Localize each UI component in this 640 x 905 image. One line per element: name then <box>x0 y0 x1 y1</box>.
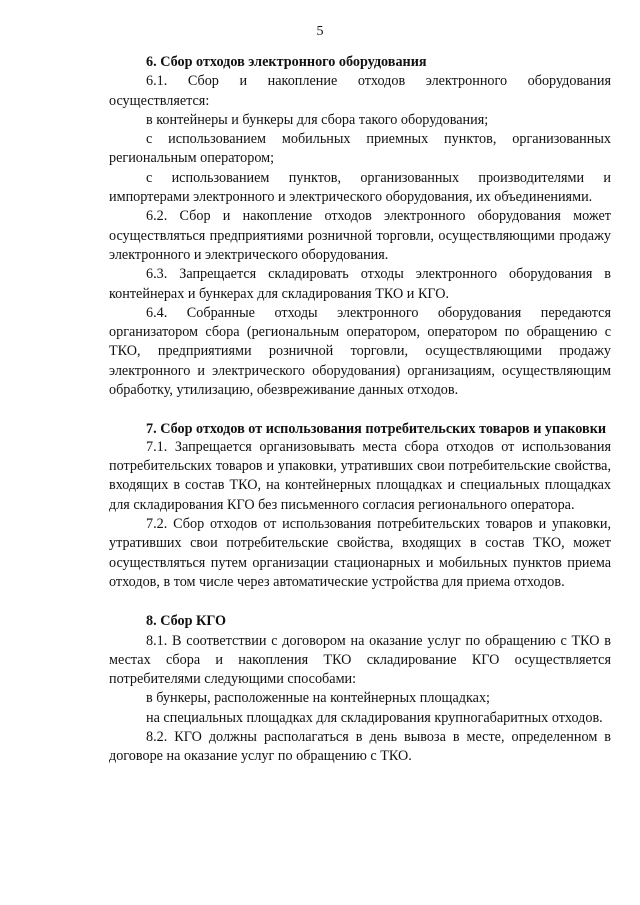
paragraph: 6.2. Сбор и накопление отходов электронного оборудования может осуществляться предприятиями розничной торговли, осуществляющими продажу электронного и электрического оборудования. <box>109 208 611 263</box>
section-spacer <box>109 400 611 422</box>
paragraph: 6.4. Собранные отходы электронного оборудования передаются организатором сбора (региональным оператором, оператором по обращению с ТКО, предприятиями розничной торговли, осуществляющими продажу электронного и электрического оборудования) организациям, осуществляющим обработку, утилизацию, обезвреживание данных отходов. <box>109 304 611 399</box>
paragraph: 8.1. В соответствии с договором на оказание услуг по обращению с ТКО в местах сбора и накопления ТКО складирование КГО осуществляется потребителями следующими способами: <box>109 632 611 688</box>
paragraph: с использованием пунктов, организованных производителями и импортерами электронного и электрического оборудования, их объединениями. <box>109 169 611 206</box>
section-heading: 7. Сбор отходов от использования потребительских товаров и упаковки <box>146 421 607 438</box>
section-7 <box>109 422 611 592</box>
paragraph: 6.3. Запрещается складировать отходы электронного оборудования в контейнерах и бункерах для складирования ТКО и КГО. <box>109 266 611 302</box>
paragraph: 8.2. КГО должны располагаться в день вывоза в месте, определенном в договоре на оказание услуг по обращению с ТКО. <box>109 729 611 765</box>
paragraph: на специальных площадках для складирования крупногабаритных отходов. <box>146 709 603 726</box>
paragraph: в бункеры, расположенные на контейнерных площадках; <box>146 690 490 707</box>
paragraph: 7.1. Запрещается организовывать места сбора отходов от использования потребительских товаров и упаковки, утративших свои потребительские свойства, входящих в состав ТКО, на контейнерных площадках и специальных площадках для складирования КГО без письменного согласия регионального оператора. <box>109 438 611 513</box>
section-heading: 8. Сбор КГО <box>146 613 227 630</box>
section-heading: 6. Сбор отходов электронного оборудования <box>146 54 427 70</box>
paragraph: с использованием мобильных приемных пунктов, организованных региональным оператором; <box>109 131 611 167</box>
paragraph: 7.2. Сбор отходов от использования потребительских товаров и упаковки, утративших свои потребительские свойства, входящих в состав ТКО, может осуществляться путем организации стационарных и мобильных пунктов приема отходов, в том числе через автоматические устройства для приема отходов. <box>109 516 611 590</box>
page-number: 5 <box>316 24 324 39</box>
document-body <box>109 53 611 767</box>
paragraph: в контейнеры и бункеры для сбора такого оборудования; <box>146 111 489 128</box>
section-6 <box>109 53 611 400</box>
section-8 <box>109 612 611 766</box>
paragraph: 6.1. Сбор и накопление отходов электронного оборудования осуществляется: <box>109 73 611 109</box>
